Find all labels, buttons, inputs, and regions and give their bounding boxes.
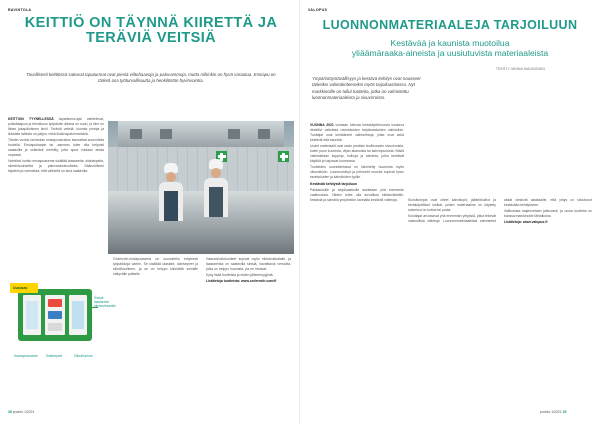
text-column-a [310, 123, 404, 403]
subhead-line-1: Kestävää ja kaunista muotoilua [390, 38, 510, 48]
paragraph: Valmiiksi koottu ensiapuasema sisältää laastareita, sidetarpeita, silmänhuuhdetta ja palovammatuotteita. Säännöllinen täydennys varmistaa, että välineitä on aina saatavilla. [8, 159, 104, 174]
callout-label: Sinisiä laastareita elintarvikealalle [94, 296, 116, 308]
text-column-2 [113, 257, 291, 401]
paragraph: Haavanhoitotuotteet sopivat myös elintarvikealalle, ja laastareista on saatavilla sinisiä, havaittavia versioita, jotka on helppo huomata, jos ne irtoavat. [206, 257, 291, 272]
section-tag: VALOPUS [308, 8, 328, 12]
paragraph: Uudet materiaalit ovat usein peräisin teollisuuden sivuvirroista, kuten puun kuoresta, viljan akanoista tai kahvinpuruista. Niistä valmistetaan kuppeja, kulhoja ja aterimia, jotka kestävät käyttöä ja hajoavat luonnossa. [310, 144, 404, 164]
text-column-1 [8, 117, 104, 279]
headline: LUONNONMATERIAALEJA TARJOILUUN [322, 18, 578, 32]
paragraph: Pakkauksille ja tarjoiluastioille asetetaan yhä enemmän vaatimuksia. Niiden tulee olla turvallisia elintarvikkeille, kestäviä ja samalla ympäristön kannalta kestäviä valintoja. [310, 187, 404, 202]
paragraph: Cederroth-ensiapuasema on suunniteltu erityisesti työpaikkoja varten. Se sisältää laastarit, sidetarpeet ja silmähuuhteen, ja se on helppo kiinnittää seinälle näkyvälle paikalle. [113, 257, 198, 277]
callout-label: Silmähuuhde [74, 354, 93, 358]
callout-label: Haavapesuainee [14, 354, 38, 358]
paragraph: tapahtuma-ajat vaihtelevat, pulssitaajuus ja tehokkuus työpäivän aikana on suuri, ja kiire on lähes jokapäiväinen ilmiö. Teräviä veitsiä, kuumia pintoja ja liukkaita lattioita on paljon, mikä lisää tapaturmariskiä. [8, 117, 104, 137]
headline-line-1: KEITTIÖ ON TÄYNNÄ KIIRETTÄ JA [24, 15, 278, 31]
paragraph: Tämän vuoksi ravintolan ensiapuvarustus kannattaa suunnitella huolella. Ensiapukaapin tai -aseman tulee olla helposti saatavilla ja selkeästi merkitty, jotta apua voidaan antaa nopeasti. [8, 138, 104, 158]
paragraph: Kuluttajat arvostavat yhä enemmän yrityksiä, jotka tekevät vastuullisia valintoja. Luonnonmateriaaleista valmistetut astiat viestivät asiakkaille, että yritys on sitoutunut kestävään kehitykseen. [408, 198, 592, 224]
paragraph: Tuotteiden suunnittelussa on kiinnitetty huomiota myös ulkonäköön. Luonnonsävyt ja pehmeät muodot sopivat hyvin ravintoloiden ja kahviloiden tyyliin. [310, 165, 404, 180]
lead-in: KEITTIÖN TYYNELLESSÄ [8, 117, 54, 121]
kitchen-counter [108, 191, 294, 254]
paragraph: Lisätietoja tuotteista: www.cederroth.com/fi [206, 279, 277, 284]
page-number: 39 [562, 410, 567, 414]
first-aid-case [18, 289, 92, 341]
headline-line-2: TERÄVIÄ VEITSIÄ [85, 30, 217, 46]
paragraph: Kysy lisää tuotteista ja niiden jälleenmyyjistä. [206, 273, 274, 278]
folio [8, 410, 34, 414]
section-tag: RAVINTOLA [8, 8, 32, 12]
subheading: Kestävää kehitystä tarjoiluun [310, 181, 357, 186]
headline [10, 16, 292, 46]
range-hood [118, 121, 284, 147]
text-column-b [408, 198, 592, 402]
page-number: 38 [8, 410, 12, 414]
right-page [300, 0, 600, 424]
lead-paragraph: Ympäristöystävällisyys ja kestävä kehitys ovat nousseet tärkeiksi valintakriteereiksi myös tarjoiluastioissa. Nyt markkinoille on tullut tuotteita, jotka on valmistettu luonnonmateriaaleista ja sivuvirroista. [312, 76, 421, 101]
kitchen-photo [108, 121, 294, 254]
paragraph: voimaan tulevaa kertakäyttömuovia koskeva direktiivi vaikuttaa ravintoloiden tarjoiluastioiden valintoihin. Tuottajat ovat kehittäneet vaihtoehtoja, jotka ovat sekä kestäviä että kauniita. [310, 123, 404, 143]
issue: 1/2021 [551, 410, 562, 414]
byline: TEKSTI: MINNA MAUNONEN [496, 67, 546, 71]
chef-figure [203, 159, 229, 217]
paragraph: Lisätietoja: www.valopus.fi [504, 220, 548, 225]
lead-paragraph: Tavallisesti keittiössä sattuvat tapaturmat ovat pieniä viiltohaavoja ja palovammoja, mutta niihinkin on hyvä varautua. Ensiapu on tärkeä osa työturvallisuutta ja henkilöstön hyvinvointia. [26, 72, 276, 84]
callout-label: Sidetarpeet [46, 354, 63, 358]
paragraph: Suosituimpia ovat olleet kahvikupit, jäätelökulhot ja kertakäyttöiset lusikat, joiden materiaalina on käytetty sokeriruo'on kuitua tai puuta. [408, 198, 496, 213]
subheadline [308, 38, 592, 58]
first-aid-station-image [8, 283, 116, 371]
magazine-name: prointo [12, 410, 24, 414]
folio [540, 410, 566, 414]
lead-in: VUONNA 2021 [310, 123, 334, 127]
first-aid-sign-icon [278, 151, 289, 162]
issue: 1/2021 [24, 410, 35, 414]
station-brand-label: Uudusas [10, 283, 38, 293]
subhead-line-2: yliäämäraaka-aineista ja uusiutuvista materiaaleista [351, 48, 549, 58]
chef-figure [158, 163, 184, 221]
paragraph: Valikoimaa laajennetaan jatkuvasti, ja uusia tuotteita on tulossa markkinoille lähiaikoina. [504, 209, 592, 219]
magazine-name: prointo [540, 410, 551, 414]
